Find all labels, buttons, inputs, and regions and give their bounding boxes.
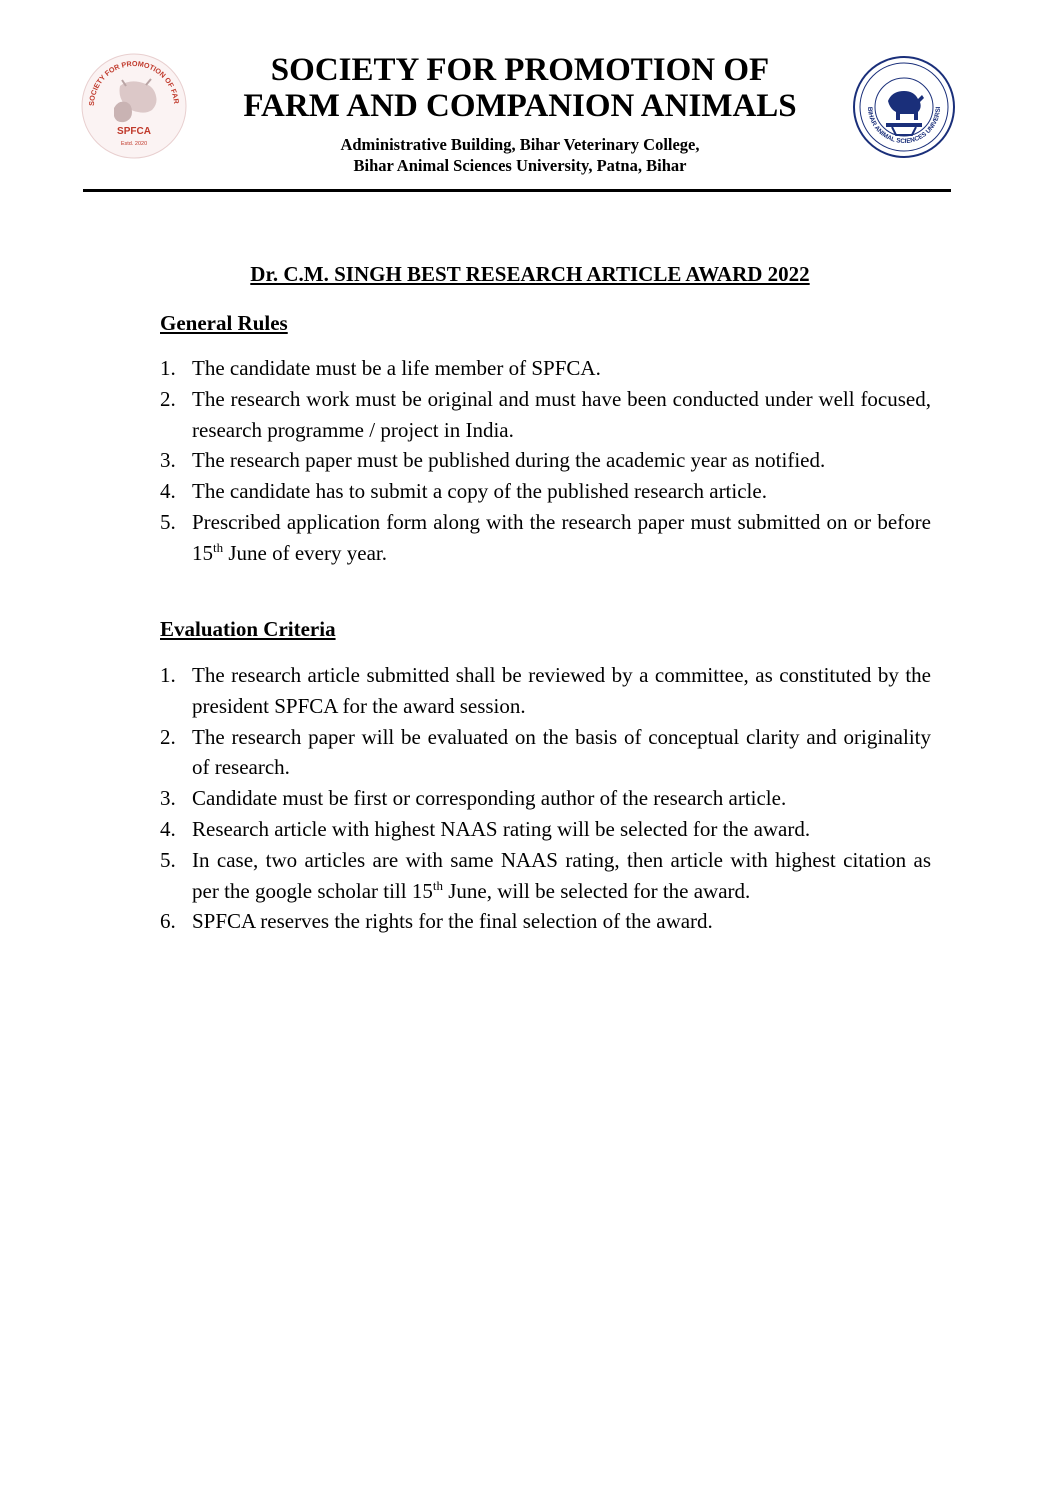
svg-text:Estd. 2020: Estd. 2020 xyxy=(120,141,148,147)
organization-name-line2: FARM AND COMPANION ANIMALS xyxy=(243,88,797,124)
list-item: 5. In case, two articles are with same NAAS rating, then article with highest citation as per the google scholar till 15th June, will be selected for the award. xyxy=(160,847,931,903)
address-line2: Bihar Animal Sciences University, Patna, Bihar xyxy=(353,156,687,175)
list-item: 6. SPFCA reserves the rights for the final selection of the award. xyxy=(160,909,713,934)
list-item: 5. Prescribed application form along with the research paper must submitted on or before 15th June of every year. xyxy=(160,509,931,565)
svg-text:BIHAR ANIMAL SCIENCES UNIVERSI: BIHAR ANIMAL SCIENCES UNIVERSI xyxy=(865,106,943,146)
spfca-logo-icon xyxy=(80,52,188,160)
list-item: 3. Candidate must be first or corresponding author of the research article. xyxy=(160,786,787,811)
award-title: Dr. C.M. SINGH BEST RESEARCH ARTICLE AWARD 2022 xyxy=(250,262,810,286)
organization-address xyxy=(190,134,850,176)
svg-text:SOCIETY FOR PROMOTION OF FARM: SOCIETY FOR PROMOTION OF FAR xyxy=(86,58,181,107)
organization-name-line1: SOCIETY FOR PROMOTION OF xyxy=(270,52,770,88)
header-divider xyxy=(83,189,951,192)
list-item: 4. The candidate has to submit a copy of the published research article. xyxy=(160,479,767,504)
list-item: 1. The research article submitted shall be reviewed by a committee, as constituted by the president SPFCA for the award session. xyxy=(160,663,931,718)
evaluation-criteria-list xyxy=(160,660,931,937)
list-item: 1. The candidate must be a life member of SPFCA. xyxy=(160,356,601,380)
general-rules-list xyxy=(160,353,931,569)
basu-seal-icon xyxy=(852,55,956,159)
svg-text:SPFCA: SPFCA xyxy=(117,126,151,137)
organization-name xyxy=(190,52,850,124)
address-line1: Administrative Building, Bihar Veterinary College, xyxy=(340,135,700,154)
list-item: 2. The research work must be original and must have been conducted under well focused, research programme / project in India. xyxy=(160,386,931,442)
list-item: 2. The research paper will be evaluated on the basis of conceptual clarity and originality of research. xyxy=(160,724,931,780)
list-item: 4. Research article with highest NAAS rating will be selected for the award. xyxy=(160,816,811,841)
evaluation-criteria-heading: Evaluation Criteria xyxy=(160,617,336,641)
list-item: 3. The research paper must be published during the academic year as notified. xyxy=(160,448,826,473)
general-rules-heading: General Rules xyxy=(160,311,288,335)
